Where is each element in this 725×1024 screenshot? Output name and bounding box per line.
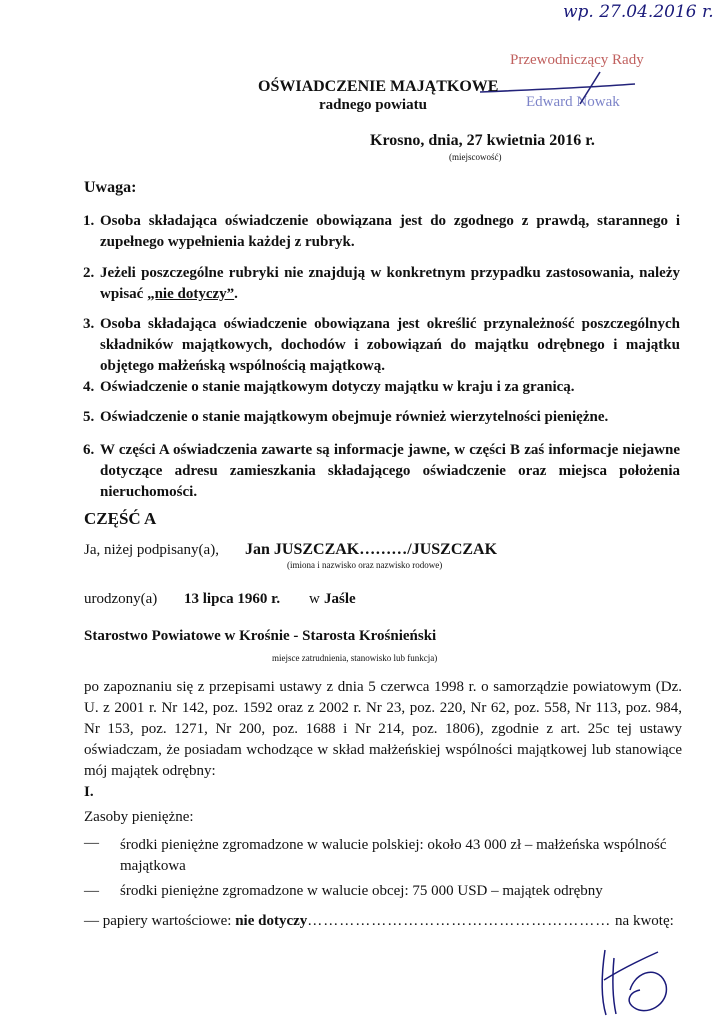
handwritten-initials <box>590 940 680 1020</box>
employer: Starostwo Powiatowe w Krośnie - Starosta Krośnieński <box>84 628 437 644</box>
stamp-title: Przewodniczący Rady <box>510 52 644 68</box>
place-caption: (miejscowość) <box>449 152 502 162</box>
handwritten-date-note: wp. 27.04.2016 r. <box>563 2 714 22</box>
document-subtitle: radnego powiatu <box>319 97 427 113</box>
note-text: Oświadczenie o stanie majątkowym obejmuje również wierzytelności pieniężne. <box>100 409 609 425</box>
note-text-end: . <box>234 286 238 302</box>
money-item-2: środki pieniężne zgromadzone w walucie obcej: 75 000 USD – majątek odrębny <box>120 883 603 899</box>
note-number: 1. <box>83 213 95 229</box>
note-item-5 <box>83 407 680 428</box>
note-item-6 <box>83 440 680 503</box>
signed-caption: (imiona i nazwisko oraz nazwisko rodowe) <box>287 560 443 570</box>
note-number: 4. <box>83 379 95 395</box>
born-date: 13 lipca 1960 r. <box>184 591 281 607</box>
money-item-1: środki pieniężne zgromadzone w walucie polskiej: około 43 000 zł – małżeńska wspólność majątkowa <box>120 837 667 874</box>
note-number: 2. <box>83 265 95 281</box>
part-a-heading: CZĘŚĆ A <box>84 509 157 528</box>
born-in: w <box>309 591 320 607</box>
note-item-4 <box>83 377 680 398</box>
money-item-2-dash: — <box>84 883 99 899</box>
note-item-3 <box>83 314 680 377</box>
notes-heading: Uwaga: <box>84 179 137 196</box>
note-text-underlined: „nie dotyczy” <box>147 286 235 302</box>
place-date: Krosno, dnia, 27 kwietnia 2016 r. <box>370 132 595 149</box>
note-item-1 <box>83 211 680 253</box>
employer-caption: miejsce zatrudnienia, stanowisko lub funkcja) <box>272 653 438 663</box>
section-heading: Zasoby pieniężne: <box>84 809 194 825</box>
note-item-2 <box>83 263 680 305</box>
signed-prefix: Ja, niżej podpisany(a), <box>84 542 219 558</box>
intro-paragraph: po zapoznaniu się z przepisami ustawy z dnia 5 czerwca 1998 r. o samorządzie powiatowym (Dz. U. z 2001 r. Nr 142, poz. 1592 oraz z 2002 r. Nr 23, poz. 220, Nr 62, poz. 558, Nr 113, poz. 984, Nr 153, poz. 1271, Nr 200, poz. 1688 i Nr 214, poz. 1806), zgodnie z art. 25c tej ustawy oświadczam, że posiadam wchodzące w skład małżeńskiej wspólności majątkowej lub stanowiące mój majątek odrębny: <box>84 679 682 779</box>
note-number: 3. <box>83 316 95 332</box>
note-number: 5. <box>83 409 95 425</box>
note-text: Osoba składająca oświadczenie obowiązana jest do zgodnego z prawdą, starannego i zupełnego wypełnienia każdej z rubryk. <box>100 213 680 250</box>
note-text: Osoba składająca oświadczenie obowiązana jest określić przynależność poszczególnych składników majątkowych, dochodów i zobowiązań do majątku odrębnego i majątku objętego małżeńską wspólnością majątkową. <box>100 316 680 374</box>
note-text: W części A oświadczenia zawarte są informacje jawne, w części B zaś informacje niejawne dotyczące adresu zamieszkania składającego oświadczenie oraz miejsca położenia nieruchomości. <box>100 442 680 500</box>
section-roman: I. <box>84 784 94 800</box>
money-item-1-dash: — <box>84 835 99 851</box>
born-prefix: urodzony(a) <box>84 591 158 607</box>
document-title: OŚWIADCZENIE MAJĄTKOWE <box>258 78 499 95</box>
note-number: 6. <box>83 442 95 458</box>
born-place: Jaśle <box>324 591 356 607</box>
note-text: Jeżeli poszczególne rubryki nie znajdują w konkretnym przypadku zastosowania, należy wpisać <box>100 265 680 302</box>
securities-value: nie dotyczy <box>235 913 308 929</box>
securities-line <box>84 913 674 930</box>
securities-prefix: — papiery wartościowe: <box>84 913 232 929</box>
signed-name: Jan JUSZCZAK………/JUSZCZAK <box>245 541 498 558</box>
note-text: Oświadczenie o stanie majątkowym dotyczy majątku w kraju i za granicą. <box>100 379 575 395</box>
stamp-name: Edward Nowak <box>526 94 620 110</box>
securities-suffix: na kwotę: <box>615 913 674 929</box>
securities-dots: ………………………………………………… <box>307 913 612 929</box>
